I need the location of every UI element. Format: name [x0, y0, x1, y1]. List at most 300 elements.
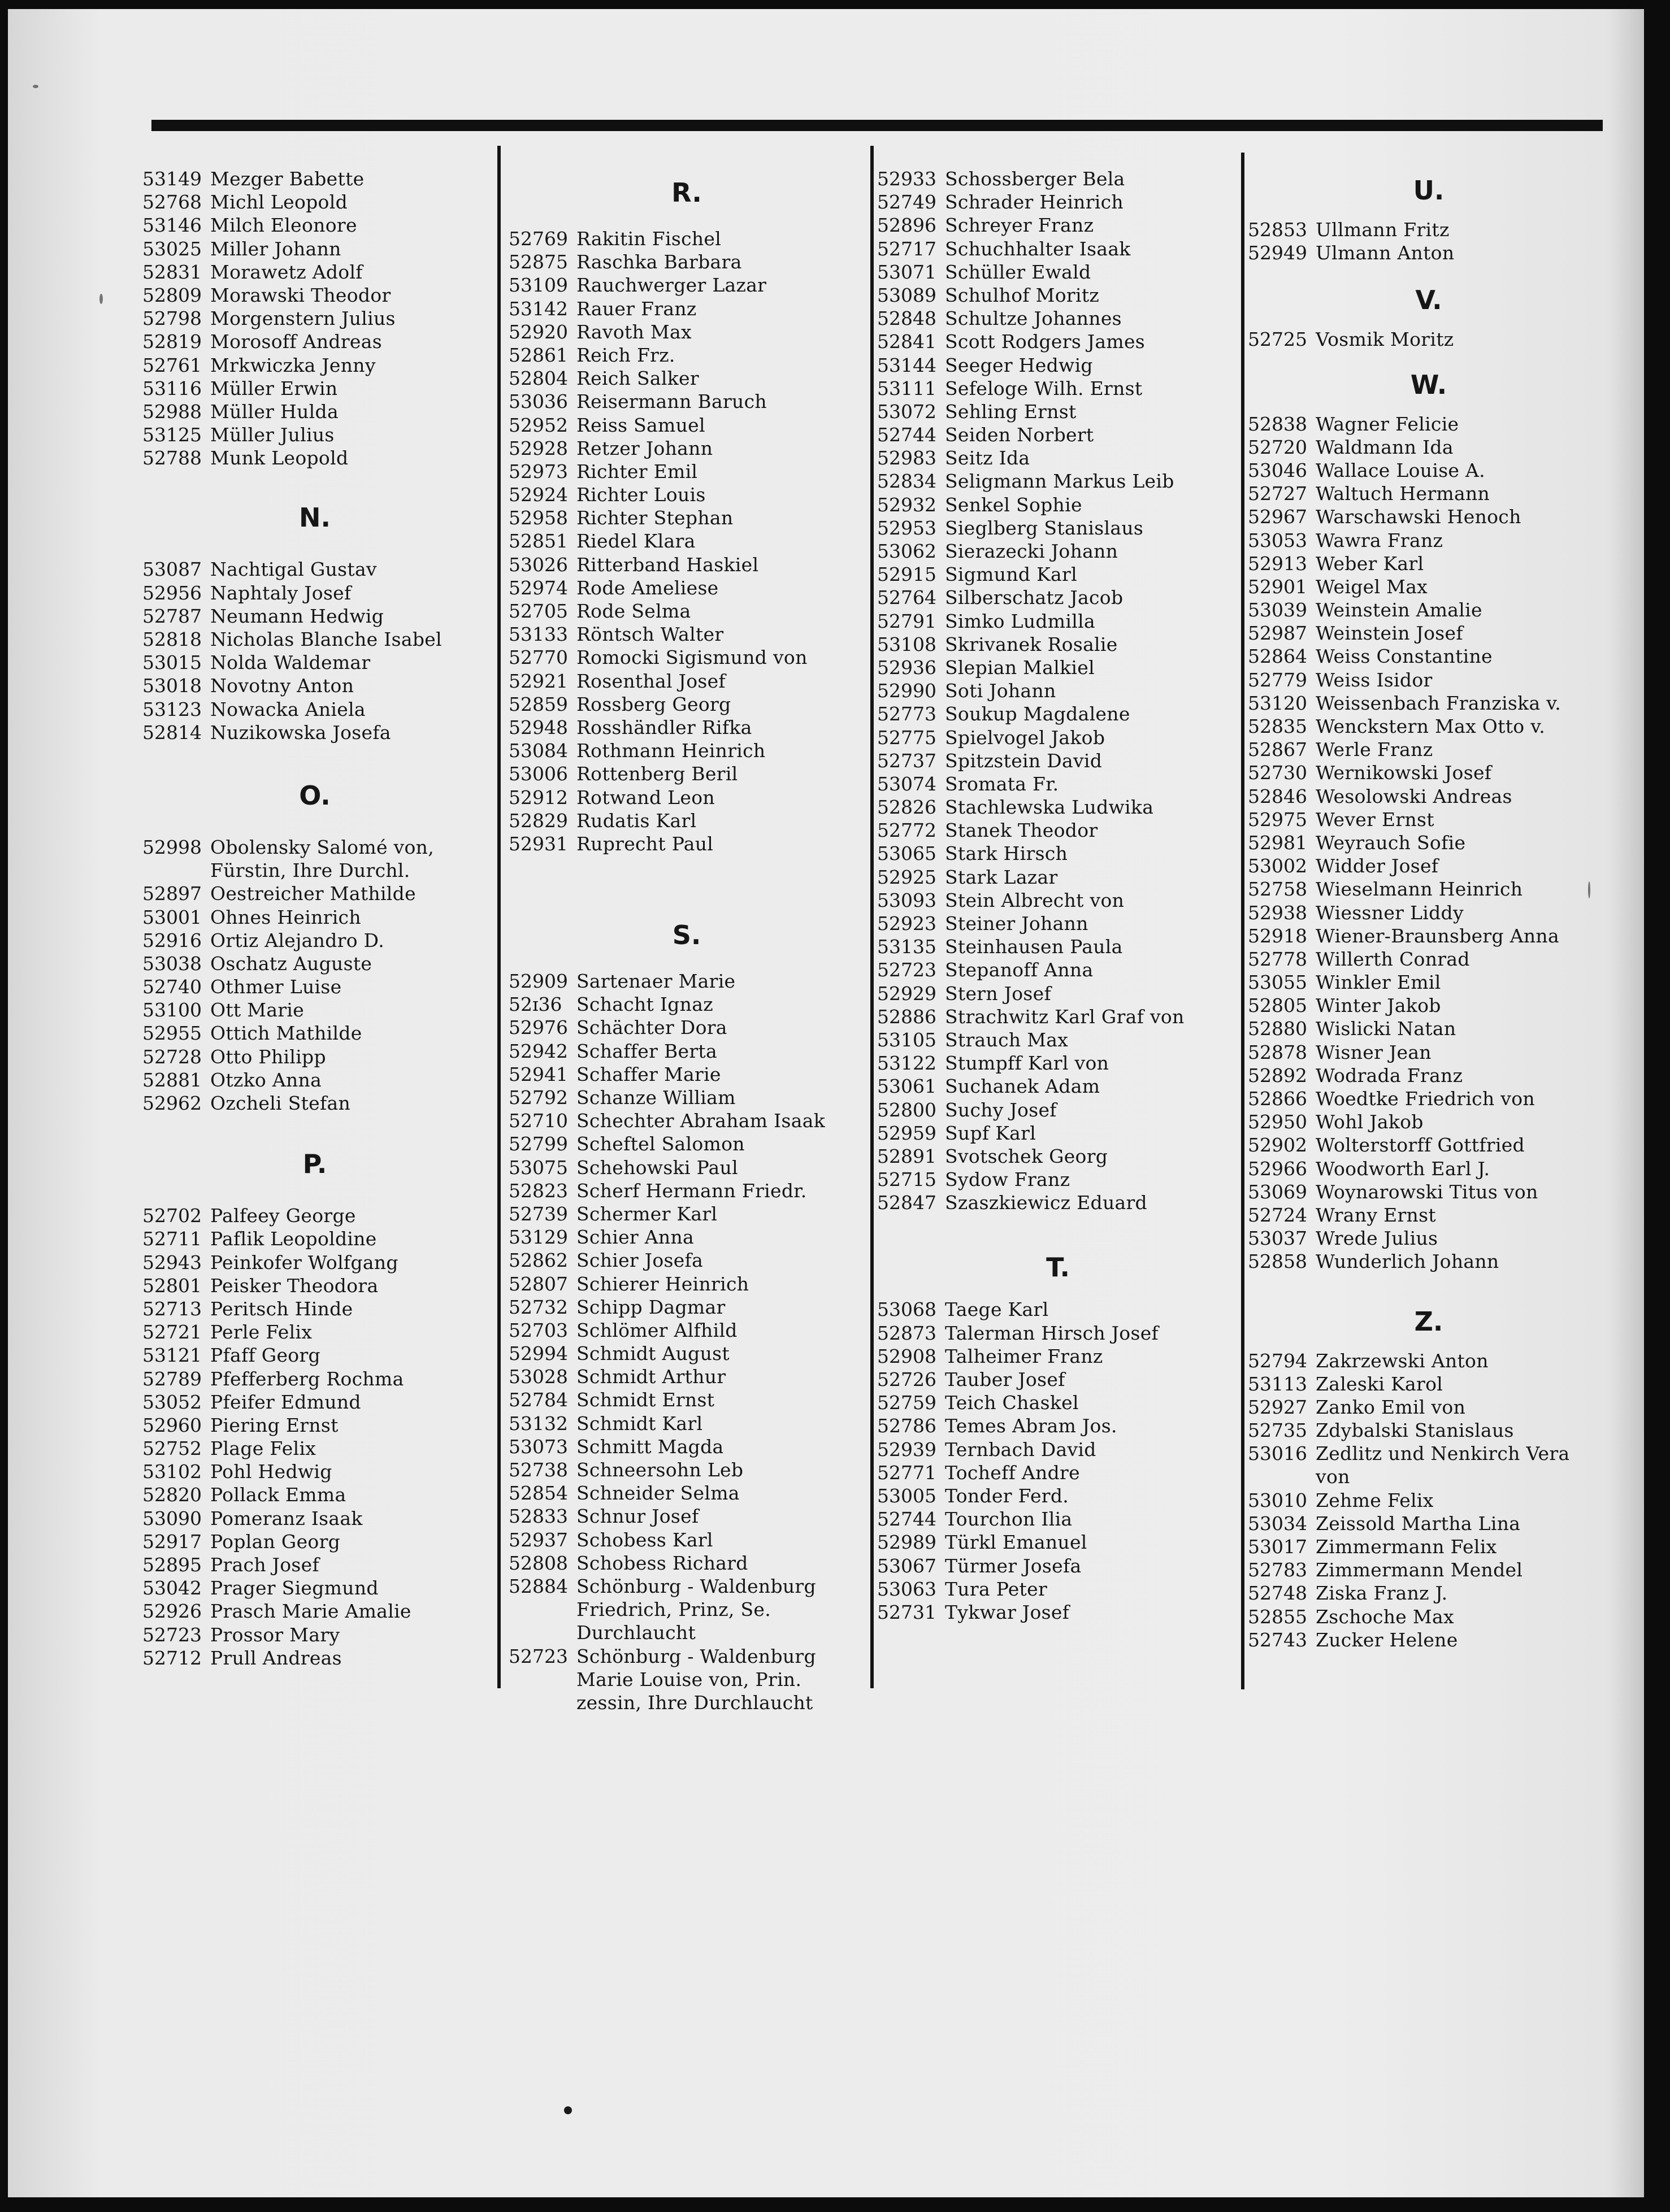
entry-number: 52703	[509, 1319, 568, 1341]
entry-name: Munk Leopold	[210, 447, 349, 470]
entry-name: Prach Josef	[210, 1554, 319, 1576]
entry-name: Sartenaer Marie	[576, 970, 736, 993]
entry-name: Schobess Richard	[576, 1552, 748, 1574]
column-3	[877, 167, 1239, 1624]
entry-number: 53111	[877, 377, 936, 399]
entry-number: 52799	[509, 1133, 568, 1155]
entry-name: Sromata Fr.	[945, 772, 1059, 795]
entry-number: 53002	[1248, 855, 1307, 877]
entry-name: Schönburg - Waldenburg	[576, 1645, 816, 1667]
entry-row	[1248, 436, 1610, 459]
entry-row	[509, 273, 865, 297]
entry-name: Richter Louis	[576, 484, 706, 506]
entry-number: 53133	[509, 623, 568, 646]
entry-number: 53001	[142, 906, 202, 928]
entry-row	[509, 1086, 865, 1109]
entry-name: Morawetz Adolf	[210, 260, 363, 283]
section-letter: W.	[1410, 369, 1447, 400]
entry-number: 53072	[877, 400, 936, 423]
entry-number: 53039	[1248, 599, 1307, 622]
entry-row	[142, 1068, 487, 1092]
entry-name: von	[1316, 1466, 1350, 1488]
ink-speck	[33, 85, 38, 88]
entry-row	[509, 1225, 865, 1249]
entry-number: 52929	[877, 982, 936, 1005]
entry-name: Tocheff Andre	[945, 1461, 1080, 1484]
section-letter: Z.	[1414, 1306, 1443, 1337]
entry-row	[1248, 1157, 1610, 1180]
entry-number: 52783	[1248, 1559, 1307, 1581]
entry-row	[509, 1202, 865, 1225]
entry-row	[142, 260, 487, 284]
entry-row	[142, 605, 487, 628]
entry-name: Scheftel Salomon	[576, 1133, 745, 1155]
entry-number: 52908	[877, 1345, 936, 1367]
entry-row	[877, 167, 1239, 190]
entry-row	[509, 1156, 865, 1179]
entry-row	[509, 786, 865, 809]
entry-row	[509, 576, 865, 599]
scan-shadow-right	[1610, 0, 1644, 2212]
entry-row	[1248, 241, 1610, 264]
entry-list	[1248, 1349, 1610, 1652]
entry-row	[877, 633, 1239, 656]
entry-row	[142, 1437, 487, 1460]
entry-name: Sefeloge Wilh. Ernst	[945, 377, 1143, 399]
entry-number: 52779	[1248, 668, 1307, 691]
entry-row	[1248, 1133, 1610, 1157]
entry-row	[877, 354, 1239, 377]
entry-name: Ravoth Max	[576, 320, 692, 343]
entry-row	[877, 610, 1239, 633]
entry-number: 53084	[509, 740, 568, 762]
entry-list	[142, 836, 487, 1115]
entry-number: 53067	[877, 1554, 936, 1577]
entry-name: Wisner Jean	[1316, 1041, 1432, 1063]
entry-row	[142, 1460, 487, 1483]
entry-number: 52717	[877, 237, 936, 260]
entry-number: 52884	[509, 1575, 568, 1597]
entry-name: zessin, Ihre Durchlaucht	[576, 1691, 813, 1714]
entry-name: Zeissold Martha Lina	[1316, 1512, 1521, 1535]
entry-name: Schmidt Karl	[576, 1412, 703, 1435]
entry-name: Stachlewska Ludwika	[945, 796, 1154, 819]
entry-name: Milch Eleonore	[210, 214, 357, 237]
entry-name: Silberschatz Jacob	[945, 586, 1124, 609]
entry-row	[877, 400, 1239, 423]
entry-name: Sigmund Karl	[945, 563, 1077, 586]
entry-row	[142, 377, 487, 400]
entry-row	[509, 993, 865, 1016]
entry-name: Rottenberg Beril	[576, 763, 738, 785]
entry-name: Woedtke Friedrich von	[1316, 1088, 1535, 1110]
entry-name: Ortiz Alejandro D.	[210, 929, 385, 951]
entry-name: Retzer Johann	[576, 437, 713, 459]
entry-number: 52953	[877, 516, 936, 539]
entry-number: 52933	[877, 168, 936, 190]
section-letter: T.	[1046, 1252, 1070, 1283]
entry-row	[509, 1179, 865, 1202]
entry-name: Schmidt August	[576, 1342, 730, 1365]
column-rule-1	[497, 146, 501, 1688]
entry-name: Weyrauch Sofie	[1316, 831, 1466, 854]
entry-number: 52724	[1248, 1203, 1307, 1226]
entry-row	[142, 581, 487, 605]
scan-border-left	[0, 0, 8, 2212]
entry-number: 53144	[877, 354, 936, 376]
entry-name: Suchy Josef	[945, 1098, 1057, 1121]
entry-row	[1248, 1512, 1610, 1535]
entry-row	[509, 670, 865, 693]
entry-number: 52805	[1248, 994, 1307, 1017]
entry-name: Schlömer Alfhild	[576, 1319, 738, 1341]
entry-row	[509, 1552, 865, 1575]
entry-continuation	[509, 1621, 865, 1644]
entry-number: 52794	[1248, 1349, 1307, 1372]
entry-name: Zedlitz und Nenkirch Vera	[1316, 1442, 1570, 1465]
entry-name: Waldmann Ida	[1316, 436, 1454, 458]
entry-row	[142, 1390, 487, 1414]
entry-row	[142, 1251, 487, 1274]
entry-list	[142, 558, 487, 744]
entry-number: 52913	[1248, 552, 1307, 575]
entry-name: Mezger Babette	[210, 168, 365, 190]
entry-row	[1248, 1041, 1610, 1064]
entry-number: 52737	[877, 749, 936, 772]
entry-number: 52983	[877, 447, 936, 470]
entry-number: 53069	[1248, 1180, 1307, 1203]
entry-number: 52744	[877, 1508, 936, 1531]
entry-row	[509, 1109, 865, 1132]
entry-row	[877, 749, 1239, 772]
entry-name: Zucker Helene	[1316, 1628, 1458, 1651]
entry-number: 52918	[1248, 924, 1307, 947]
entry-number: 52864	[1248, 645, 1307, 668]
entry-row	[142, 1553, 487, 1576]
entry-name: Rode Selma	[576, 600, 691, 622]
entry-number: 52989	[877, 1531, 936, 1554]
entry-number: 52721	[142, 1321, 202, 1344]
entry-number: 52886	[877, 1005, 936, 1028]
entry-row	[1248, 692, 1610, 715]
entry-number: 52974	[509, 576, 568, 599]
entry-number: 52800	[877, 1098, 936, 1121]
entry-number: 52798	[142, 307, 202, 330]
entry-number: 53038	[142, 952, 202, 975]
entry-name: Friedrich, Prinz, Se.	[576, 1598, 771, 1621]
entry-row	[877, 866, 1239, 889]
entry-number: 52829	[509, 809, 568, 832]
ink-speck	[1588, 881, 1590, 898]
entry-name: Schipp Dagmar	[576, 1296, 726, 1318]
entry-name: Schanze William	[576, 1087, 736, 1109]
entry-row	[142, 1623, 487, 1646]
entry-row	[877, 1005, 1239, 1028]
entry-name: Mrkwiczka Jenny	[210, 354, 376, 376]
entry-row	[142, 1022, 487, 1045]
entry-row	[877, 1554, 1239, 1577]
entry-number: 53026	[509, 553, 568, 576]
entry-row	[1248, 645, 1610, 668]
ink-dot	[564, 2106, 572, 2114]
entry-row	[509, 250, 865, 273]
entry-number: 53042	[142, 1577, 202, 1600]
entry-name: Zakrzewski Anton	[1316, 1349, 1489, 1372]
entry-name: Willerth Conrad	[1316, 948, 1470, 970]
entry-row	[877, 819, 1239, 842]
entry-row	[509, 529, 865, 553]
entry-number: 53053	[1248, 529, 1307, 551]
entry-number: 52925	[877, 866, 936, 888]
entry-name: Morawski Theodor	[210, 284, 391, 306]
entry-row	[509, 1040, 865, 1063]
entry-name: Ulmann Anton	[1316, 242, 1455, 264]
entry-number: 53063	[877, 1577, 936, 1600]
column-1	[142, 167, 487, 1670]
entry-row	[1248, 575, 1610, 598]
entry-name: Weigel Max	[1316, 575, 1428, 598]
entry-name: Schrader Heinrich	[945, 191, 1124, 214]
entry-row	[509, 1319, 865, 1342]
entry-row	[142, 929, 487, 952]
section-letter: V.	[1415, 285, 1442, 316]
entry-row	[509, 367, 865, 390]
entry-number: 53087	[142, 558, 202, 581]
entry-row	[1248, 1087, 1610, 1110]
scan-border-right	[1644, 0, 1670, 2212]
entry-row	[877, 563, 1239, 586]
entry-name: Scott Rodgers James	[945, 331, 1146, 353]
entry-row	[142, 1530, 487, 1553]
entry-row	[1248, 505, 1610, 528]
entry-row	[877, 307, 1239, 330]
entry-number: 52952	[509, 414, 568, 436]
entry-row	[509, 1458, 865, 1481]
entry-number: 53017	[1248, 1536, 1307, 1558]
entry-row	[1248, 1628, 1610, 1652]
entry-number: 52808	[509, 1552, 568, 1574]
entry-name: Stark Lazar	[945, 866, 1058, 888]
entry-name: Müller Hulda	[210, 400, 339, 423]
entry-name: Seiden Norbert	[945, 424, 1094, 446]
entry-row	[509, 1365, 865, 1388]
entry-name: Woodworth Earl J.	[1316, 1157, 1490, 1180]
entry-name: Schneersohn Leb	[576, 1459, 744, 1481]
entry-number: 52880	[1248, 1018, 1307, 1040]
entry-number: 52959	[877, 1122, 936, 1144]
entry-list	[142, 1204, 487, 1670]
entry-number: 53116	[142, 377, 202, 399]
entry-number: 53102	[142, 1461, 202, 1483]
entry-row	[509, 390, 865, 413]
entry-name: Schobess Karl	[576, 1528, 713, 1551]
entry-row	[142, 906, 487, 929]
entry-number: 52761	[142, 354, 202, 376]
entry-row	[1248, 1605, 1610, 1628]
entry-number: 52ɪ36	[509, 993, 562, 1016]
entry-number: 53005	[877, 1484, 936, 1507]
entry-number: 52976	[509, 1016, 568, 1039]
entry-row	[877, 423, 1239, 446]
entry-row	[877, 1122, 1239, 1145]
entry-number: 53010	[1248, 1489, 1307, 1511]
entry-row	[1248, 598, 1610, 622]
entry-name: Rauchwerger Lazar	[576, 274, 767, 297]
entry-row	[1248, 1227, 1610, 1250]
entry-name: Ozcheli Stefan	[210, 1092, 351, 1114]
entry-row	[877, 1414, 1239, 1437]
entry-continuation	[509, 1691, 865, 1714]
entry-row	[1248, 1017, 1610, 1040]
entry-row	[1248, 901, 1610, 924]
entry-number: 53018	[142, 675, 202, 697]
entry-row	[877, 1191, 1239, 1214]
entry-row	[877, 214, 1239, 237]
entry-number: 52967	[1248, 506, 1307, 528]
entry-number: 53036	[509, 390, 568, 413]
entry-name: Teich Chaskel	[945, 1392, 1079, 1414]
entry-row	[509, 716, 865, 739]
entry-name: Spitzstein David	[945, 749, 1103, 772]
entry-name: Ternbach David	[945, 1438, 1096, 1461]
entry-row	[509, 599, 865, 623]
entry-name: Werle Franz	[1316, 738, 1433, 761]
entry-name: Schier Josefa	[576, 1249, 704, 1272]
entry-list	[142, 167, 487, 470]
entry-name: Wodrada Franz	[1316, 1064, 1463, 1087]
entry-row	[1248, 1372, 1610, 1396]
entry-name: Zanko Emil von	[1316, 1396, 1466, 1418]
entry-number: 52892	[1248, 1064, 1307, 1087]
entry-number: 52723	[877, 959, 936, 981]
entry-number: 52873	[877, 1322, 936, 1344]
entry-name: Wiener-Braunsberg Anna	[1316, 924, 1559, 947]
entry-number: 53015	[142, 651, 202, 674]
entry-row	[1248, 924, 1610, 948]
entry-row	[877, 1507, 1239, 1531]
entry-number: 52942	[509, 1040, 568, 1062]
entry-number: 52981	[1248, 831, 1307, 854]
entry-name: Taege Karl	[945, 1298, 1049, 1321]
entry-name: Soti Johann	[945, 680, 1056, 702]
entry-name: Richter Emil	[576, 460, 698, 483]
entry-name: Strachwitz Karl Graf von	[945, 1005, 1185, 1028]
entry-row	[1248, 854, 1610, 877]
entry-name: Othmer Luise	[210, 976, 342, 998]
entry-number: 52998	[142, 836, 202, 858]
entry-number: 52895	[142, 1554, 202, 1576]
entry-row	[142, 167, 487, 190]
entry-number: 52711	[142, 1228, 202, 1250]
entry-continuation	[142, 859, 487, 882]
entry-number: 53068	[877, 1298, 936, 1321]
entry-number: 52960	[142, 1414, 202, 1436]
entry-row	[509, 1505, 865, 1528]
entry-number: 52975	[1248, 808, 1307, 831]
entry-name: Steinhausen Paula	[945, 936, 1123, 958]
entry-row	[877, 1098, 1239, 1122]
entry-name: Schaffer Marie	[576, 1063, 721, 1085]
entry-row	[877, 284, 1239, 307]
entry-name: Wever Ernst	[1316, 808, 1434, 831]
entry-row	[142, 1507, 487, 1530]
entry-number: 52758	[1248, 878, 1307, 901]
entry-row	[877, 470, 1239, 493]
entry-name: Weber Karl	[1316, 552, 1424, 575]
entry-name: Prossor Mary	[210, 1623, 340, 1646]
entry-number: 52931	[509, 832, 568, 855]
entry-row	[509, 344, 865, 367]
entry-number: 53100	[142, 999, 202, 1022]
entry-number: 52801	[142, 1274, 202, 1297]
entry-row	[1248, 1180, 1610, 1203]
entry-name: Zschoche Max	[1316, 1605, 1454, 1628]
entry-row	[509, 623, 865, 646]
entry-number: 52715	[877, 1168, 936, 1191]
entry-name: Stern Josef	[945, 982, 1051, 1005]
entry-row	[509, 1063, 865, 1086]
entry-row	[1248, 459, 1610, 482]
entry-name: Reich Salker	[576, 367, 699, 390]
entry-number: 53089	[877, 284, 936, 306]
entry-number: 52749	[877, 191, 936, 214]
entry-number: 52732	[509, 1296, 568, 1318]
entry-name: Talerman Hirsch Josef	[945, 1322, 1159, 1344]
entry-number: 53093	[877, 889, 936, 911]
entry-name: Supf Karl	[945, 1122, 1036, 1144]
entry-row	[142, 1576, 487, 1600]
entry-number: 52858	[1248, 1250, 1307, 1273]
entry-name: Tauber Josef	[945, 1368, 1065, 1390]
entry-number: 52936	[877, 656, 936, 679]
entry-row	[509, 809, 865, 832]
entry-row	[142, 674, 487, 697]
entry-name: Pfefferberg Rochma	[210, 1367, 404, 1390]
entry-number: 53123	[142, 698, 202, 720]
entry-name: Woynarowski Titus von	[1316, 1180, 1538, 1203]
entry-number: 52927	[1248, 1396, 1307, 1418]
entry-row	[142, 836, 487, 859]
entry-number: 53113	[1248, 1372, 1307, 1395]
entry-number: 52826	[877, 796, 936, 819]
entry-row	[1248, 1419, 1610, 1442]
entry-row	[142, 354, 487, 377]
entry-row	[877, 1391, 1239, 1414]
entry-name: Piering Ernst	[210, 1414, 339, 1436]
entry-row	[509, 762, 865, 785]
entry-name: Novotny Anton	[210, 675, 354, 697]
entry-row	[142, 1414, 487, 1437]
entry-number: 53132	[509, 1412, 568, 1435]
entry-number: 52862	[509, 1249, 568, 1272]
section-letter: U.	[1413, 175, 1445, 206]
entry-number: 52740	[142, 976, 202, 998]
entry-row	[509, 297, 865, 320]
entry-name: Zehme Felix	[1316, 1489, 1434, 1511]
entry-row	[509, 1272, 865, 1296]
entry-number: 52956	[142, 581, 202, 604]
entry-row	[877, 889, 1239, 912]
entry-number: 53037	[1248, 1227, 1307, 1250]
entry-number: 53109	[509, 274, 568, 297]
entry-row	[877, 1168, 1239, 1191]
entry-name: Steiner Johann	[945, 912, 1088, 935]
entry-name: Schossberger Bela	[945, 168, 1125, 190]
entry-number: 52728	[142, 1045, 202, 1068]
entry-name: Schechter Abraham Isaak	[576, 1110, 825, 1132]
entry-name: Schreyer Franz	[945, 214, 1094, 237]
entry-number: 52846	[1248, 785, 1307, 807]
